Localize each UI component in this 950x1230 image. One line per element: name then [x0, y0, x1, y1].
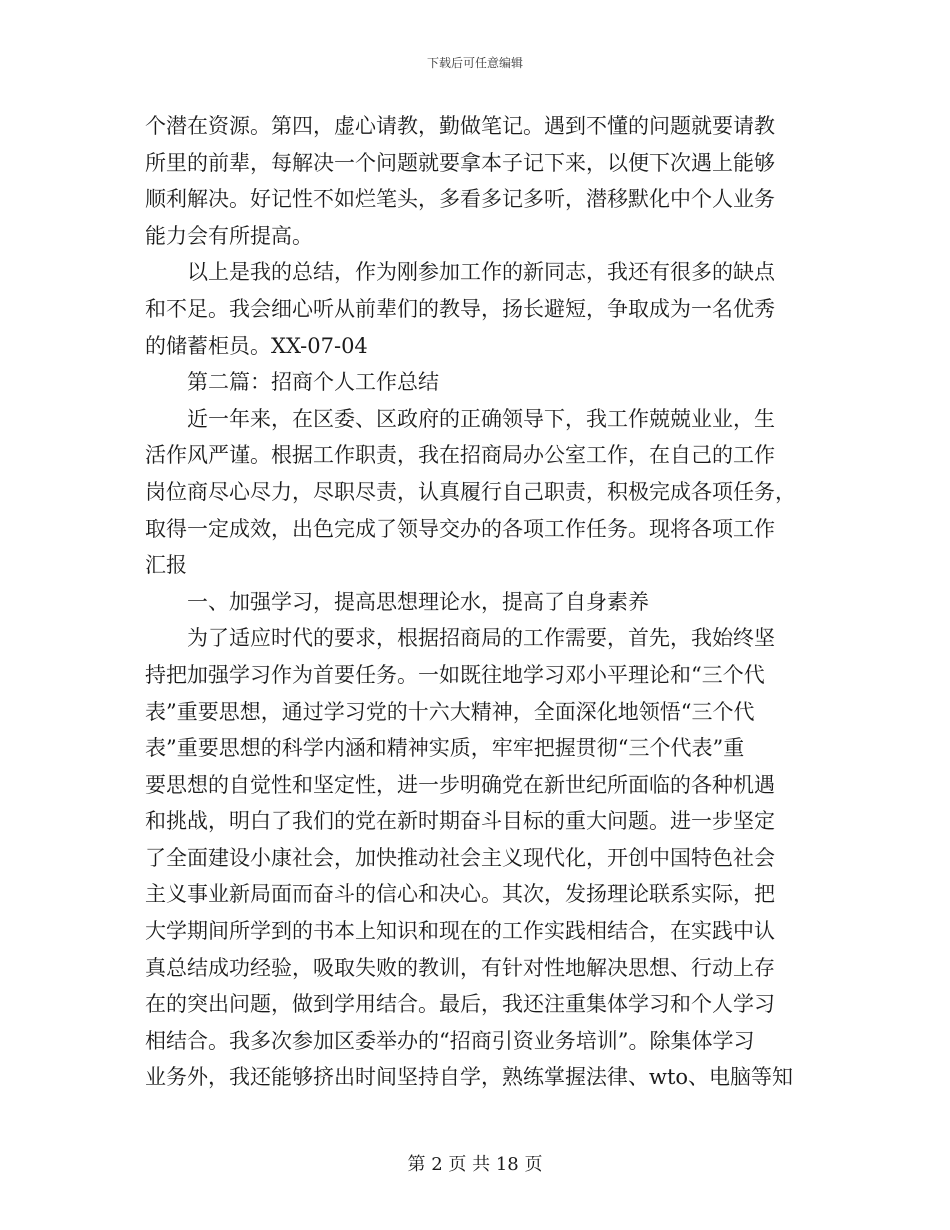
text-line: 主义事业新局面而奋斗的信心和决心。其次，发扬理论联系实际，把	[145, 882, 775, 907]
text-line: 个潜在资源。第四，虚心请教，勤做笔记。遇到不懂的问题就要请教	[145, 114, 775, 138]
document-body	[145, 108, 810, 1096]
text-line: 大学期间所学到的书本上知识和现在的工作实践相结合，在实践中认	[145, 919, 775, 944]
text-line: 和挑战，明白了我们的党在新时期奋斗目标的重大问题。进一步坚定	[145, 809, 775, 834]
text-line: 活作风严谨。根据工作职责，我在招商局办公室工作，在自己的工作	[145, 443, 775, 468]
text-line: 表”重要思想，通过学习党的十六大精神，全面深化地领悟“三个代	[145, 699, 755, 724]
text-line: 能力会有所提高。	[145, 223, 313, 248]
text-line: 业务外，我还能够挤出时间坚持自学，熟练掌握法律、wto、电脑等知	[145, 1065, 794, 1090]
text-line: 汇报	[145, 553, 187, 578]
text-line: 表”重要思想的科学内涵和精神实质，牢牢把握贯彻“三个代表”重	[145, 736, 745, 761]
text-line: 和不足。我会细心听从前辈们的教导，扬长避短，争取成为一名优秀	[145, 296, 775, 321]
section-heading: 第二篇：招商个人工作总结	[187, 370, 439, 395]
text-line: 了全面建设小康社会，加快推动社会主义现代化，开创中国特色社会	[145, 845, 775, 870]
text-line: 取得一定成效，出色完成了领导交办的各项工作任务。现将各项工作	[145, 516, 775, 541]
text-line: 近一年来，在区委、区政府的正确领导下，我工作兢兢业业，生	[187, 406, 775, 431]
text-line: 以上是我的总结，作为刚参加工作的新同志，我还有很多的缺点	[187, 260, 775, 285]
page-footer: 第 2 页 共 18 页	[407, 1154, 543, 1175]
text-line: 持把加强学习作为首要任务。一如既往地学习邓小平理论和“三个代	[145, 662, 765, 687]
text-line: 真总结成功经验，吸取失败的教训，有针对性地解决思想、行动上存	[145, 955, 775, 980]
text-line: 顺利解决。好记性不如烂笔头，多看多记多听，潜移默化中个人业务	[145, 187, 775, 212]
text-line: 在的突出问题，做到学用结合。最后，我还注重集体学习和个人学习	[145, 992, 775, 1017]
text-line: 为了适应时代的要求，根据招商局的工作需要，首先，我始终坚	[187, 626, 775, 651]
text-line: 相结合。我多次参加区委举办的“招商引资业务培训”。除集体学习	[145, 1028, 755, 1053]
header-note: 下载后可任意编辑	[426, 56, 523, 70]
text-line: 所里的前辈，每解决一个问题就要拿本子记下来，以便下次遇上能够	[145, 150, 775, 175]
text-line: 要思想的自觉性和坚定性，进一步明确党在新世纪所面临的各种机遇	[145, 772, 775, 797]
text-line: 岗位商尽心尽力，尽职尽责，认真履行自己职责，积极完成各项任务，	[145, 479, 796, 504]
text-line: 的储蓄柜员。XX-07-04	[145, 333, 368, 358]
subsection-heading: 一、加强学习，提高思想理论水，提高了自身素养	[187, 589, 649, 614]
